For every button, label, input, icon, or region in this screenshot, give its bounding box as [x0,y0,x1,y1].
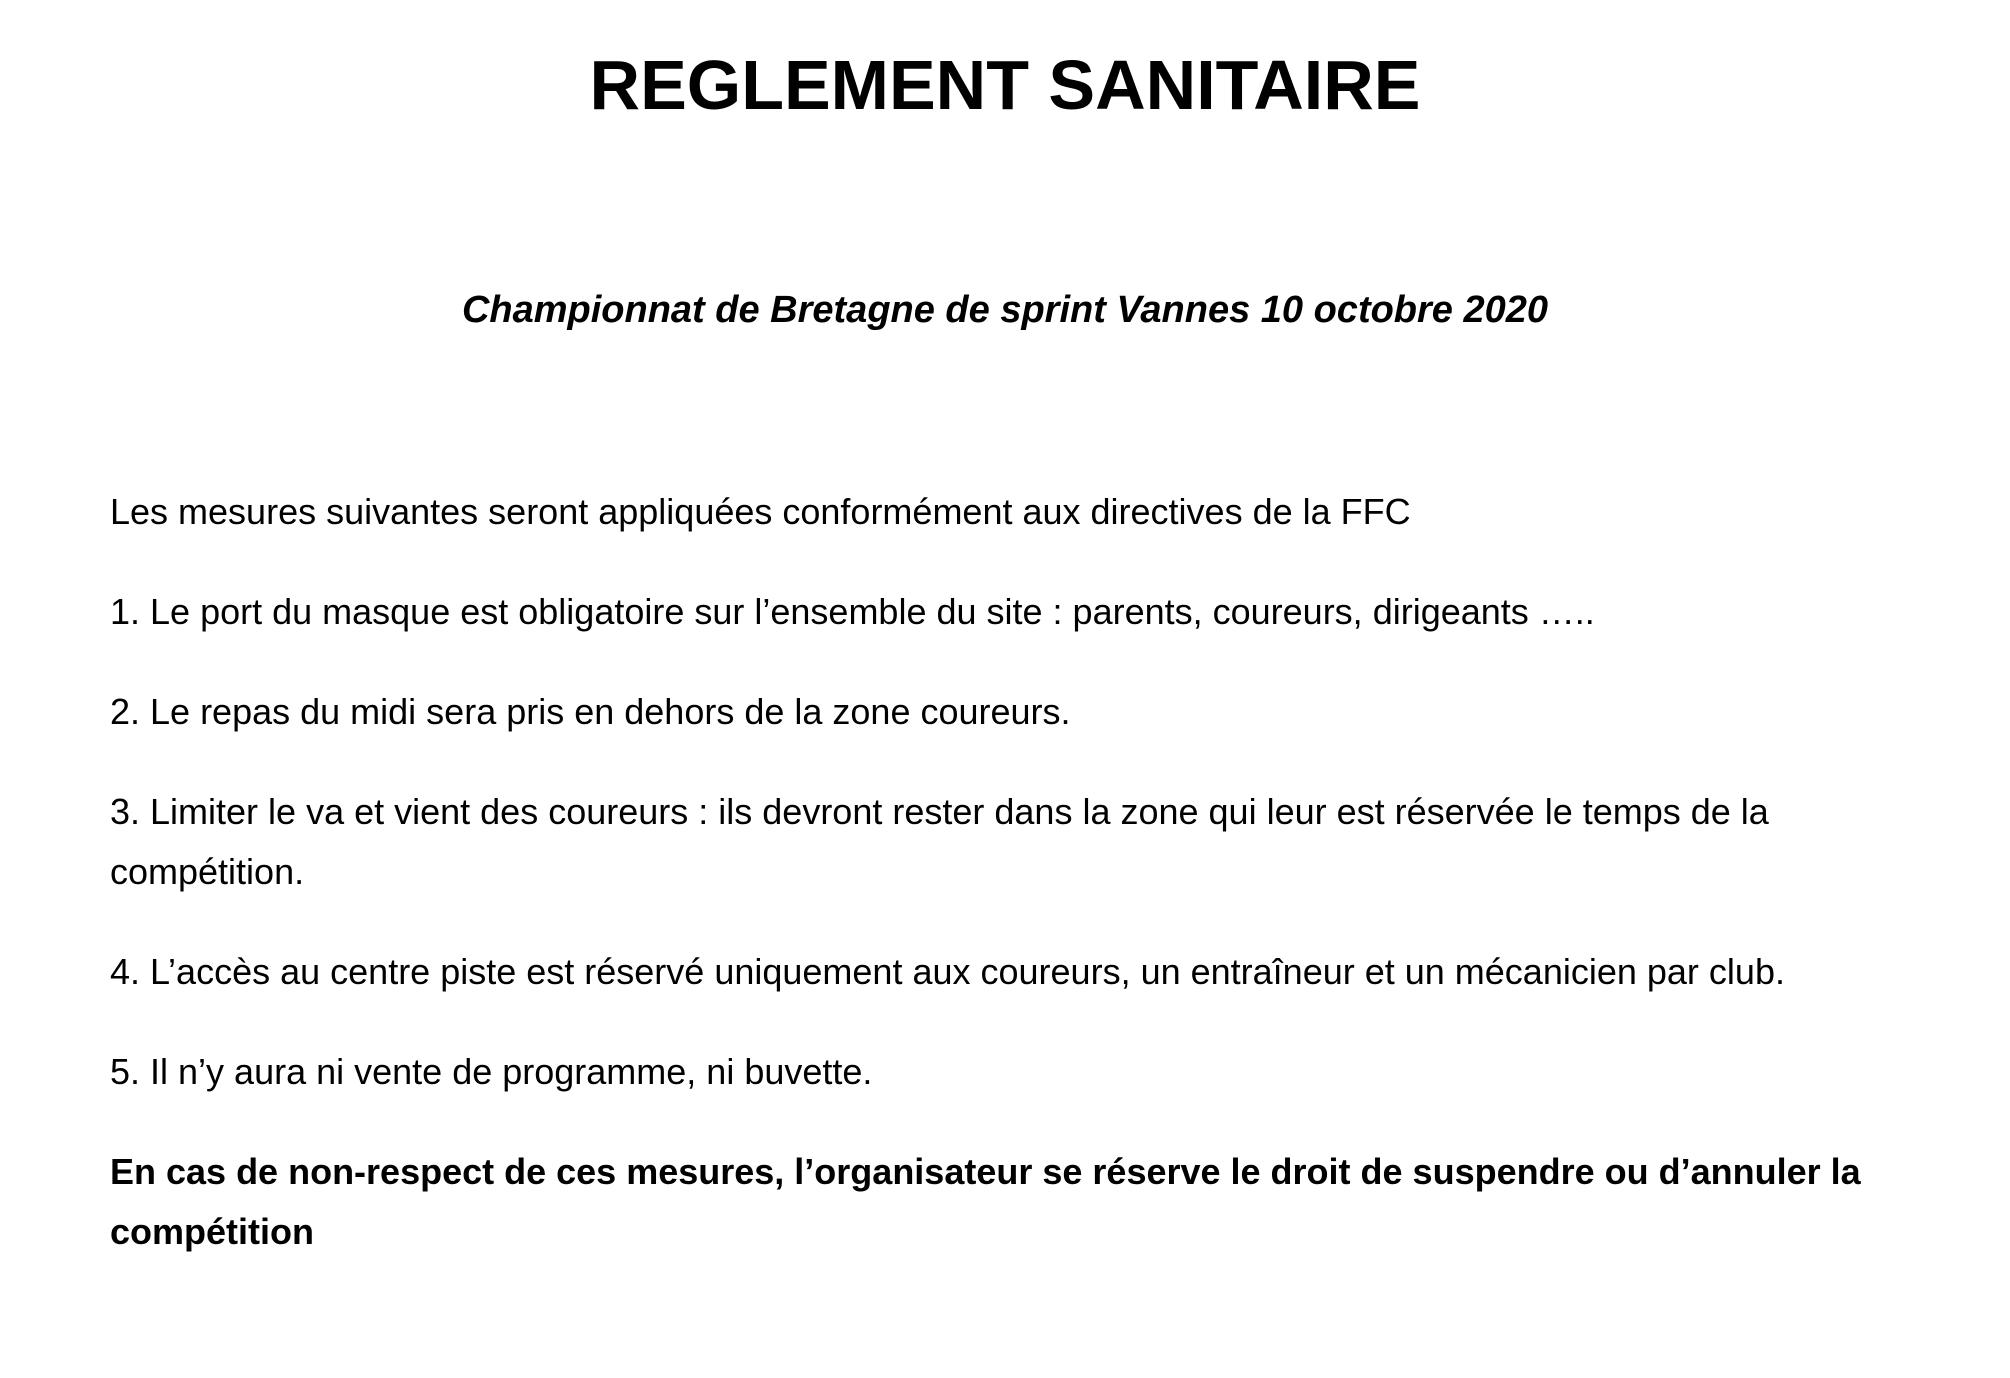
rule-item-5: 5. Il n’y aura ni vente de programme, ni buvette. [110,1051,873,1092]
document-body [110,482,1900,1302]
rule-item-1: 1. Le port du masque est obligatoire sur l’ensemble du site : parents, coureurs, dirigeants ….. [110,591,1595,632]
rule-item-3: 3. Limiter le va et vient des coureurs : ils devront rester dans la zone qui leur est réservée le temps de la compétition. [110,791,1769,892]
rule-item-4: 4. L’accès au centre piste est réservé uniquement aux coureurs, un entraîneur et un mécanicien par club. [110,951,1785,992]
intro-paragraph: Les mesures suivantes seront appliquées conformément aux directives de la FFC [110,491,1411,532]
document-title: REGLEMENT SANITAIRE [589,46,1421,124]
rule-item-2: 2. Le repas du midi sera pris en dehors de la zone coureurs. [110,691,1071,732]
warning-paragraph: En cas de non-respect de ces mesures, l’organisateur se réserve le droit de suspendre ou d’annuler la compétition [110,1151,1861,1252]
document-subtitle: Championnat de Bretagne de sprint Vannes 10 octobre 2020 [461,289,1549,331]
